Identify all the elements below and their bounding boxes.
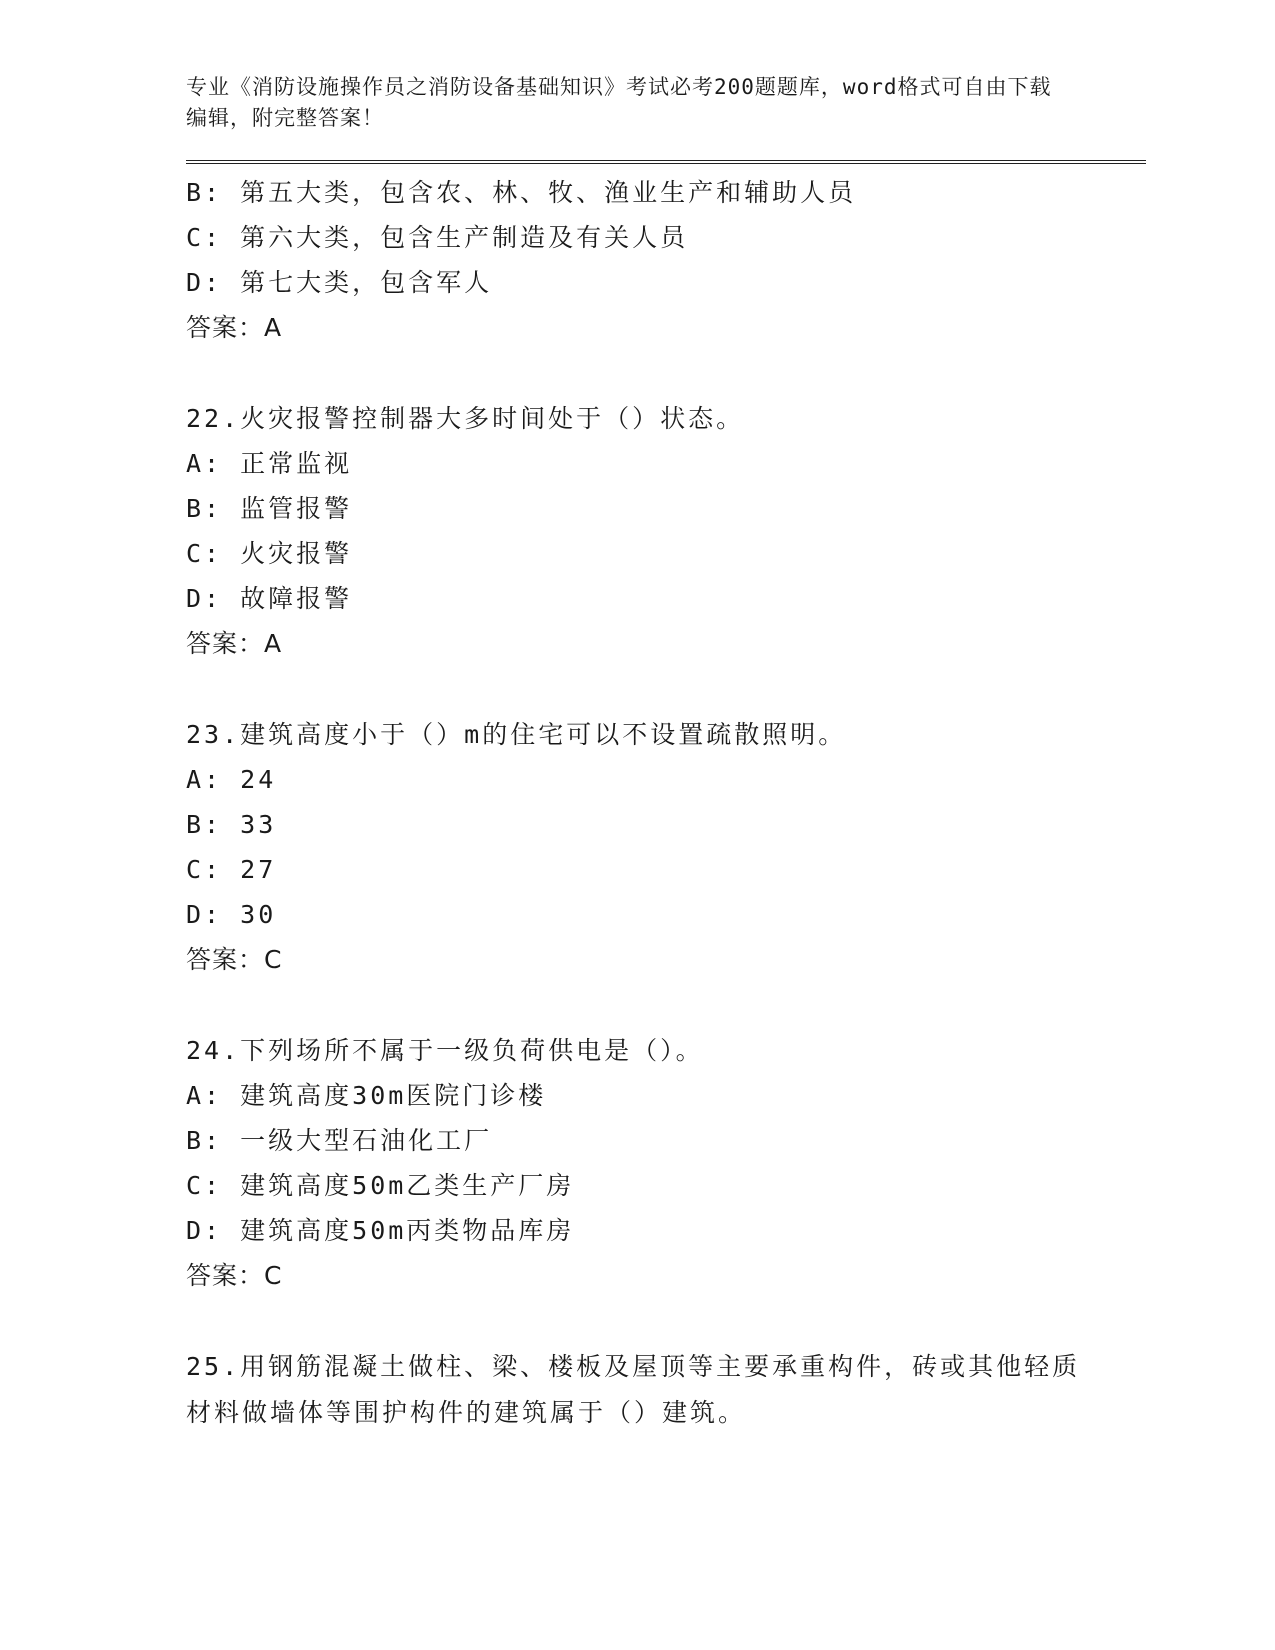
- option-c: C: 第六大类，包含生产制造及有关人员: [186, 223, 689, 252]
- document-page: [186, 72, 1146, 1436]
- header-divider: [186, 160, 1146, 164]
- document-header: 专业《消防设施操作员之消防设备基础知识》考试必考200题题库，word格式可自由下载编辑，附完整答案！: [186, 75, 1052, 130]
- option-d: D: 第七大类，包含军人: [186, 268, 493, 297]
- answer: 答案：C: [186, 945, 283, 974]
- option-b: B: 一级大型石油化工厂: [186, 1126, 493, 1155]
- option-d: D: 故障报警: [186, 584, 353, 613]
- option-c: C: 火灾报警: [186, 539, 353, 568]
- answer: 答案：A: [186, 313, 283, 342]
- option-a: A: 建筑高度30m医院门诊楼: [186, 1081, 547, 1110]
- question-list: [186, 170, 1146, 1436]
- option-d: D: 建筑高度50m丙类物品库房: [186, 1216, 575, 1245]
- question-23: 23.建筑高度小于（）m的住宅可以不设置疏散照明。: [186, 720, 847, 749]
- answer: 答案：A: [186, 629, 283, 658]
- option-a: A: 24: [186, 765, 277, 794]
- option-b: B: 第五大类，包含农、林、牧、渔业生产和辅助人员: [186, 178, 857, 207]
- option-b: B: 33: [186, 810, 277, 839]
- question-22: 22.火灾报警控制器大多时间处于（）状态。: [186, 404, 745, 433]
- option-a: A: 正常监视: [186, 449, 353, 478]
- option-b: B: 监管报警: [186, 494, 353, 523]
- option-c: C: 建筑高度50m乙类生产厂房: [186, 1171, 575, 1200]
- option-d: D: 30: [186, 900, 277, 929]
- option-c: C: 27: [186, 855, 277, 884]
- question-24: 24.下列场所不属于一级负荷供电是（）。: [186, 1036, 704, 1065]
- answer: 答案：C: [186, 1261, 283, 1290]
- question-25: 25.用钢筋混凝土做柱、梁、楼板及屋顶等主要承重构件，砖或其他轻质材料做墙体等围护构件的建筑属于（）建筑。: [186, 1352, 1081, 1427]
